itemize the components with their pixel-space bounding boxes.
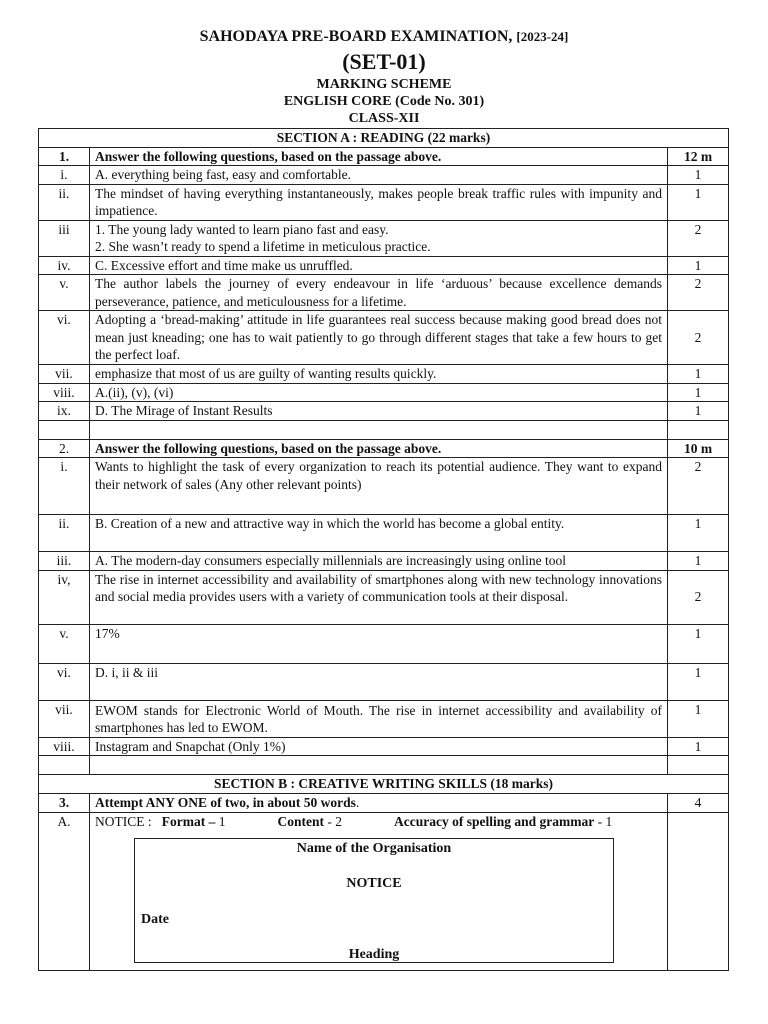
answer-marks: 1	[668, 256, 729, 275]
question-text	[90, 794, 668, 813]
answer-text	[90, 663, 668, 700]
question-number: 1.	[39, 147, 90, 166]
answer-line: 2. She wasn’t ready to spend a lifetime in meticulous practice.	[95, 239, 431, 254]
answer-marks: 2	[668, 275, 729, 311]
content-marks: - 2	[327, 813, 342, 829]
sub-question-number: i.	[39, 166, 90, 185]
exam-year: [2023-24]	[516, 29, 569, 44]
answer-marks: 2	[668, 458, 729, 515]
answer-marks: 2	[668, 311, 729, 365]
question-text: Answer the following questions, based on the passage above.	[90, 147, 668, 166]
answer-text	[90, 624, 668, 663]
answer-marks: 1	[668, 663, 729, 700]
sub-question-number: vi.	[39, 663, 90, 700]
answer-line: 1. The young lady wanted to learn piano fast and easy.	[95, 221, 389, 237]
answer-text	[90, 515, 668, 552]
answer-text	[90, 220, 668, 256]
answer-text	[90, 275, 668, 311]
answer-marks: 1	[668, 365, 729, 384]
format-marks: 1	[218, 813, 226, 829]
spacer-cell	[39, 756, 90, 775]
answer-row	[39, 700, 729, 737]
section-b-heading: SECTION B : CREATIVE WRITING SKILLS (18 marks)	[39, 775, 729, 794]
answer-text	[90, 184, 668, 220]
section-a-heading: SECTION A : READING (22 marks)	[39, 129, 729, 148]
answer-marks: 1	[668, 184, 729, 220]
spacer-cell	[668, 420, 729, 439]
sub-question-number: v.	[39, 624, 90, 663]
option-letter: A.	[39, 812, 90, 970]
answer-marks: 2	[668, 570, 729, 624]
answer-text	[90, 700, 668, 737]
sub-question-number: ii.	[39, 184, 90, 220]
sub-question-number: vii.	[39, 365, 90, 384]
content-label: Content	[277, 813, 324, 829]
answer-row	[39, 737, 729, 756]
sub-question-number: v.	[39, 275, 90, 311]
marking-scheme-title: MARKING SCHEME	[316, 77, 452, 92]
answer-line: A. The modern-day consumers especially millennials are increasingly using online tool	[95, 553, 567, 568]
answer-marks: 1	[668, 515, 729, 552]
accuracy-label: Accuracy of spelling and grammar	[393, 813, 595, 829]
answer-text	[90, 383, 668, 402]
answer-line: The author labels the journey of every endeavour in life ‘arduous’ because excellence demands perseverance, patience, and meticulousness for a lifetime.	[95, 276, 662, 309]
subject-title: ENGLISH CORE (Code No. 301)	[283, 94, 485, 109]
notice-date: Date	[141, 912, 169, 927]
answer-line: EWOM stands for Electronic World of Mouth. The rise in internet accessibility and availability of smartphones has led to EWOM.	[95, 702, 662, 735]
sub-question-number: viii.	[39, 737, 90, 756]
answer-marks: 1	[668, 383, 729, 402]
answer-row	[39, 311, 729, 365]
answer-text	[90, 166, 668, 185]
marks-cell-empty	[668, 812, 729, 970]
answer-line: A.(ii), (v), (vi)	[95, 384, 174, 400]
question-3-period: .	[355, 795, 360, 810]
sub-question-number: iii	[39, 220, 90, 256]
accuracy-marks: - 1	[597, 813, 613, 829]
answer-line: Adopting a ‘bread-making’ attitude in life guarantees real success because making good bread does not mean just kneading; one has to wait patiently to go through different stages that take a few hours to get the perfect loaf.	[95, 312, 662, 362]
answer-row	[39, 663, 729, 700]
notice-label: NOTICE :	[95, 813, 152, 829]
sub-question-number: iv,	[39, 570, 90, 624]
sub-question-number: vii.	[39, 700, 90, 737]
answer-line: A. everything being fast, easy and comfortable.	[95, 167, 352, 182]
question-number: 2.	[39, 439, 90, 458]
answer-row	[39, 166, 729, 185]
answer-line: D. i, ii & iii	[95, 664, 159, 680]
answer-marks: 1	[668, 552, 729, 571]
question-3-text: Attempt ANY ONE of two, in about 50 words	[95, 795, 356, 810]
notice-heading: Heading	[348, 947, 400, 962]
question-number: 3.	[39, 794, 90, 813]
answer-row	[39, 402, 729, 421]
notice-marking-line	[95, 813, 662, 831]
question-text: Answer the following questions, based on the passage above.	[90, 439, 668, 458]
answer-row	[39, 184, 729, 220]
spacer-cell	[90, 756, 668, 775]
sub-question-number: ii.	[39, 515, 90, 552]
answer-row	[39, 383, 729, 402]
class-title: CLASS-XII	[348, 111, 420, 126]
answer-text	[90, 402, 668, 421]
answer-text	[90, 552, 668, 571]
answer-row	[39, 624, 729, 663]
answer-line: B. Creation of a new and attractive way in which the world has become a global entity.	[95, 516, 565, 531]
answer-row	[39, 515, 729, 552]
answer-text	[90, 570, 668, 624]
answer-text	[90, 311, 668, 365]
sub-question-number: iii.	[39, 552, 90, 571]
notice-format-box	[134, 838, 614, 963]
answer-line: emphasize that most of us are guilty of wanting results quickly.	[95, 366, 437, 381]
marking-scheme-table	[38, 128, 729, 971]
answer-text	[90, 365, 668, 384]
answer-line: The mindset of having everything instantaneously, makes people break traffic rules with impunity and impatience.	[95, 185, 662, 218]
answer-line: The rise in internet accessibility and availability of smartphones along with new technology innovations and social media provides users with a variety of communication tools at their disposal.	[95, 571, 662, 604]
answer-text	[90, 458, 668, 515]
answer-row	[39, 458, 729, 515]
answer-marks: 1	[668, 624, 729, 663]
spacer-cell	[668, 756, 729, 775]
answer-row	[39, 365, 729, 384]
exam-name: SAHODAYA PRE-BOARD EXAMINATION,	[199, 28, 513, 45]
answer-marks: 1	[668, 700, 729, 737]
answer-marks: 1	[668, 402, 729, 421]
question-marks: 10 m	[668, 439, 729, 458]
answer-marks: 1	[668, 166, 729, 185]
sub-question-number: ix.	[39, 402, 90, 421]
format-label: Format –	[161, 813, 216, 829]
sub-question-number: i.	[39, 458, 90, 515]
answer-line: Instagram and Snapchat (Only 1%)	[95, 738, 286, 754]
question-marks: 4	[668, 794, 729, 813]
answer-row	[39, 256, 729, 275]
answer-text	[90, 737, 668, 756]
sub-question-number: viii.	[39, 383, 90, 402]
answer-row	[39, 275, 729, 311]
answer-row	[39, 552, 729, 571]
notice-answer-cell	[90, 812, 668, 970]
answer-row	[39, 220, 729, 256]
set-number: (SET-01)	[342, 49, 426, 74]
answer-line: C. Excessive effort and time make us unruffled.	[95, 257, 353, 273]
sub-question-number: iv.	[39, 256, 90, 275]
notice-org-name: Name of the Organisation	[296, 841, 452, 856]
spacer-cell	[39, 420, 90, 439]
notice-title: NOTICE	[346, 876, 402, 891]
answer-row	[39, 570, 729, 624]
answer-text	[90, 256, 668, 275]
exam-title	[0, 27, 768, 47]
spacer-cell	[90, 420, 668, 439]
answer-line: 17%	[95, 625, 120, 641]
question-marks: 12 m	[668, 147, 729, 166]
answer-line: D. The Mirage of Instant Results	[95, 403, 273, 418]
answer-marks: 1	[668, 737, 729, 756]
sub-question-number: vi.	[39, 311, 90, 365]
answer-line: Wants to highlight the task of every organization to reach its potential audience. They want to expand their network of sales (Any other relevant points)	[95, 459, 662, 492]
answer-marks: 2	[668, 220, 729, 256]
